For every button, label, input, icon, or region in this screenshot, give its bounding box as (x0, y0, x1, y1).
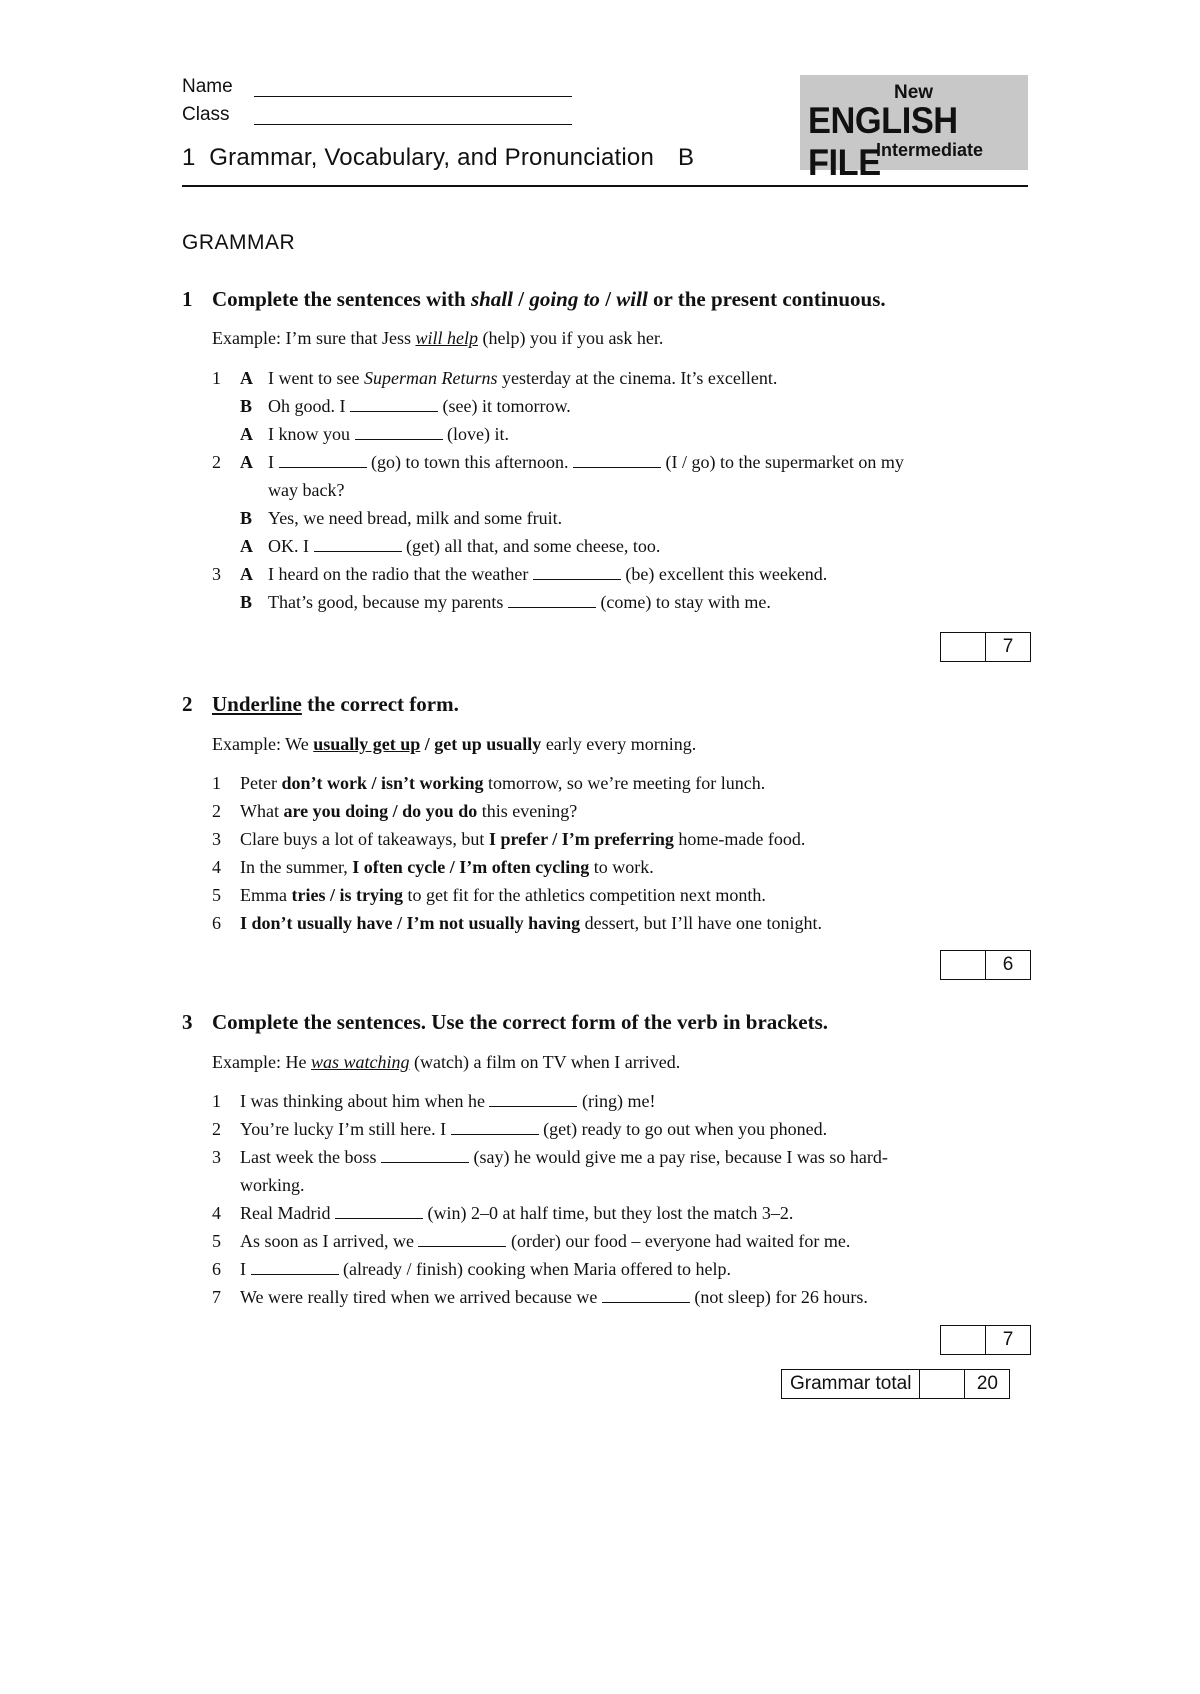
speaker-label: B (240, 508, 253, 528)
answer-blank[interactable] (314, 536, 402, 552)
item-text: I (240, 1259, 251, 1279)
example-text: I’m sure that Jess (280, 328, 416, 348)
list-item (212, 881, 1032, 909)
item-text: Clare buys a lot of takeaways, but (240, 829, 489, 849)
answer-blank[interactable] (533, 564, 621, 580)
item-text: this evening? (477, 801, 578, 821)
english-file-logo (800, 75, 1028, 183)
item-number: 1 (212, 1091, 221, 1111)
exercise-1-items (212, 364, 1032, 616)
item-text: (go) to town this afternoon. (366, 452, 573, 472)
class-label: Class (182, 104, 230, 125)
item-text: way back? (268, 480, 345, 500)
example-text: early every morning. (541, 734, 697, 754)
name-label: Name (182, 76, 233, 97)
exercise-1-title-shall: shall (470, 287, 513, 311)
test-title-text: 1 Grammar, Vocabulary, and Pronunciation (182, 144, 655, 171)
list-item (212, 1255, 1032, 1283)
list-item-continuation (212, 476, 1032, 504)
example-option: get up usually (434, 734, 542, 754)
answer-blank[interactable] (418, 1231, 506, 1247)
example-answer: was watching (310, 1052, 410, 1072)
speaker-label: B (240, 396, 253, 416)
answer-blank[interactable] (508, 592, 596, 608)
example-answer: will help (415, 328, 478, 348)
answer-blank[interactable] (489, 1091, 577, 1107)
item-number: 3 (212, 1147, 221, 1167)
list-item (212, 825, 1032, 853)
score-max: 6 (985, 951, 1030, 979)
exercise-2-number: 2 (182, 692, 193, 716)
logo-intermediate: Intermediate (876, 140, 984, 160)
exercise-3-score-box (940, 1325, 1031, 1355)
exercise-1-title-going-to: going to (529, 287, 600, 311)
item-text: dessert, but I’ll have one tonight. (580, 913, 823, 933)
score-entry-cell[interactable] (941, 1326, 985, 1354)
score-entry-cell[interactable] (920, 1370, 964, 1398)
exercise-2-score-box (940, 950, 1031, 980)
answer-blank[interactable] (355, 424, 443, 440)
item-text: to work. (589, 857, 654, 877)
item-text: (love) it. (442, 424, 509, 444)
list-item (212, 532, 1032, 560)
item-number: 2 (212, 452, 221, 472)
item-text: (see) it tomorrow. (438, 396, 571, 416)
item-number: 5 (212, 1231, 221, 1251)
answer-blank[interactable] (381, 1147, 469, 1163)
item-text: That’s good, because my parents (268, 592, 508, 612)
list-item (212, 448, 1032, 476)
item-text: Real Madrid (240, 1203, 335, 1223)
item-number: 3 (212, 564, 221, 584)
item-number: 3 (212, 829, 221, 849)
answer-blank[interactable] (602, 1287, 690, 1303)
item-number: 2 (212, 801, 221, 821)
answer-blank[interactable] (251, 1259, 339, 1275)
item-text: (say) he would give me a pay rise, because I was so hard- (468, 1147, 888, 1167)
test-version: B (678, 144, 695, 171)
item-text: Emma (240, 885, 292, 905)
item-number: 1 (212, 368, 221, 388)
logo-english-file: ENGLISH FILE (808, 100, 958, 183)
item-text: tomorrow, so we’re meeting for lunch. (483, 773, 766, 793)
list-item (212, 1283, 1032, 1311)
speaker-label: B (240, 592, 253, 612)
grammar-total-label: Grammar total (782, 1370, 920, 1398)
example-text: (watch) a film on TV when I arrived. (409, 1052, 681, 1072)
name-input-line[interactable] (254, 96, 572, 97)
item-text: In the summer, (240, 857, 353, 877)
item-text: (not sleep) for 26 hours. (689, 1287, 868, 1307)
exercise-2-title-text: the correct form. (301, 692, 459, 716)
answer-blank[interactable] (279, 452, 367, 468)
example-text: (help) you if you ask her. (477, 328, 664, 348)
item-text: As soon as I arrived, we (240, 1231, 419, 1251)
class-input-line[interactable] (254, 124, 572, 125)
item-number: 6 (212, 913, 221, 933)
list-item (212, 909, 1032, 937)
list-item (212, 504, 1032, 532)
exercise-1-title-text: or the present continuous. (647, 287, 886, 311)
choice-options[interactable]: I don’t usually have / I’m not usually having (240, 913, 581, 933)
exercise-2-items (212, 769, 1032, 937)
list-item (212, 769, 1032, 797)
exercise-1-number: 1 (182, 287, 193, 311)
list-item (212, 420, 1032, 448)
speaker-label: A (240, 452, 253, 472)
item-text: (be) excellent this weekend. (620, 564, 828, 584)
exercise-3-title (182, 1010, 828, 1035)
list-item (212, 797, 1032, 825)
exercise-2-title (182, 692, 459, 717)
choice-options[interactable]: I prefer / I’m preferring (488, 829, 674, 849)
choice-options[interactable]: are you doing / do you do (283, 801, 478, 821)
choice-options[interactable]: don’t work / isn’t working (281, 773, 484, 793)
item-number: 5 (212, 885, 221, 905)
item-text: (get) all that, and some cheese, too. (401, 536, 661, 556)
item-text: (win) 2–0 at half time, but they lost the match 3–2. (422, 1203, 794, 1223)
list-item (212, 392, 1032, 420)
item-text: OK. I (268, 536, 314, 556)
exercise-2-title-underline: Underline (212, 692, 302, 716)
item-text: I went to see (268, 368, 364, 388)
answer-blank[interactable] (573, 452, 661, 468)
item-text: (come) to stay with me. (595, 592, 771, 612)
item-text: (order) our food – everyone had waited for me. (506, 1231, 851, 1251)
list-item-continuation (212, 1171, 1032, 1199)
item-number: 4 (212, 857, 221, 877)
speaker-label: A (240, 368, 253, 388)
item-text: We were really tired when we arrived because we (240, 1287, 602, 1307)
item-text: Yes, we need bread, milk and some fruit. (268, 508, 563, 528)
item-text: I know you (268, 424, 355, 444)
example-answer: usually get up (313, 734, 421, 754)
speaker-label: A (240, 424, 253, 444)
film-title: Superman Returns (363, 368, 498, 388)
list-item (212, 1087, 1032, 1115)
exercise-3-items (212, 1087, 1032, 1311)
exercise-1-title-text: Complete the sentences with (212, 287, 471, 311)
example-label: Example: (212, 328, 281, 348)
item-text: I (268, 452, 279, 472)
test-title (182, 144, 694, 172)
exercise-1-example (212, 328, 663, 349)
exercise-1-title-sep: / (599, 287, 617, 311)
choice-options[interactable]: I often cycle / I’m often cycling (352, 857, 590, 877)
item-text: (I / go) to the supermarket on my (660, 452, 904, 472)
item-text: home-made food. (673, 829, 806, 849)
item-text: working. (240, 1175, 305, 1195)
item-number: 4 (212, 1203, 221, 1223)
item-text: What (240, 801, 284, 821)
list-item (212, 1199, 1032, 1227)
item-number: 6 (212, 1259, 221, 1279)
item-text: (get) ready to go out when you phoned. (538, 1119, 828, 1139)
score-max: 7 (985, 1326, 1030, 1354)
item-text: (already / finish) cooking when Maria offered to help. (338, 1259, 732, 1279)
answer-blank[interactable] (350, 396, 438, 412)
header-divider (182, 185, 1028, 187)
list-item (212, 364, 1032, 392)
item-text: Peter (240, 773, 282, 793)
exercise-3-example (212, 1052, 680, 1073)
grammar-total-box (781, 1369, 1010, 1399)
score-max: 7 (985, 633, 1030, 661)
example-text: We (280, 734, 314, 754)
example-text: He (280, 1052, 311, 1072)
exercise-1-title-sep: / (512, 287, 530, 311)
item-text: yesterday at the cinema. It’s excellent. (497, 368, 778, 388)
exercise-2-example (212, 734, 696, 755)
example-sep: / (420, 734, 435, 754)
answer-blank[interactable] (335, 1203, 423, 1219)
class-field[interactable] (182, 104, 252, 126)
logo-new: New (894, 82, 934, 103)
item-number: 1 (212, 773, 221, 793)
example-label: Example: (212, 1052, 281, 1072)
exercise-1-title (182, 287, 886, 312)
item-text: to get fit for the athletics competition next month. (402, 885, 766, 905)
exercise-1-title-will: will (616, 287, 648, 311)
exercise-1-score-box (940, 632, 1031, 662)
section-heading: GRAMMAR (182, 231, 296, 254)
name-field[interactable] (182, 76, 252, 98)
list-item (212, 560, 1032, 588)
item-text: You’re lucky I’m still here. I (240, 1119, 451, 1139)
list-item (212, 853, 1032, 881)
score-max: 20 (964, 1370, 1009, 1398)
speaker-label: A (240, 536, 253, 556)
list-item (212, 1143, 1032, 1171)
choice-options[interactable]: tries / is trying (291, 885, 403, 905)
item-text: Oh good. I (268, 396, 350, 416)
list-item (212, 1115, 1032, 1143)
item-number: 2 (212, 1119, 221, 1139)
exercise-3-title-text: Complete the sentences. Use the correct form of the verb in brackets. (212, 1010, 829, 1034)
speaker-label: A (240, 564, 253, 584)
item-text: I heard on the radio that the weather (268, 564, 533, 584)
score-entry-cell[interactable] (941, 951, 985, 979)
answer-blank[interactable] (451, 1119, 539, 1135)
item-text: I was thinking about him when he (240, 1091, 490, 1111)
item-text: Last week the boss (240, 1147, 381, 1167)
exercise-3-number: 3 (182, 1010, 193, 1034)
list-item (212, 1227, 1032, 1255)
item-number: 7 (212, 1287, 221, 1307)
example-label: Example: (212, 734, 281, 754)
list-item (212, 588, 1032, 616)
score-entry-cell[interactable] (941, 633, 985, 661)
item-text: (ring) me! (577, 1091, 656, 1111)
